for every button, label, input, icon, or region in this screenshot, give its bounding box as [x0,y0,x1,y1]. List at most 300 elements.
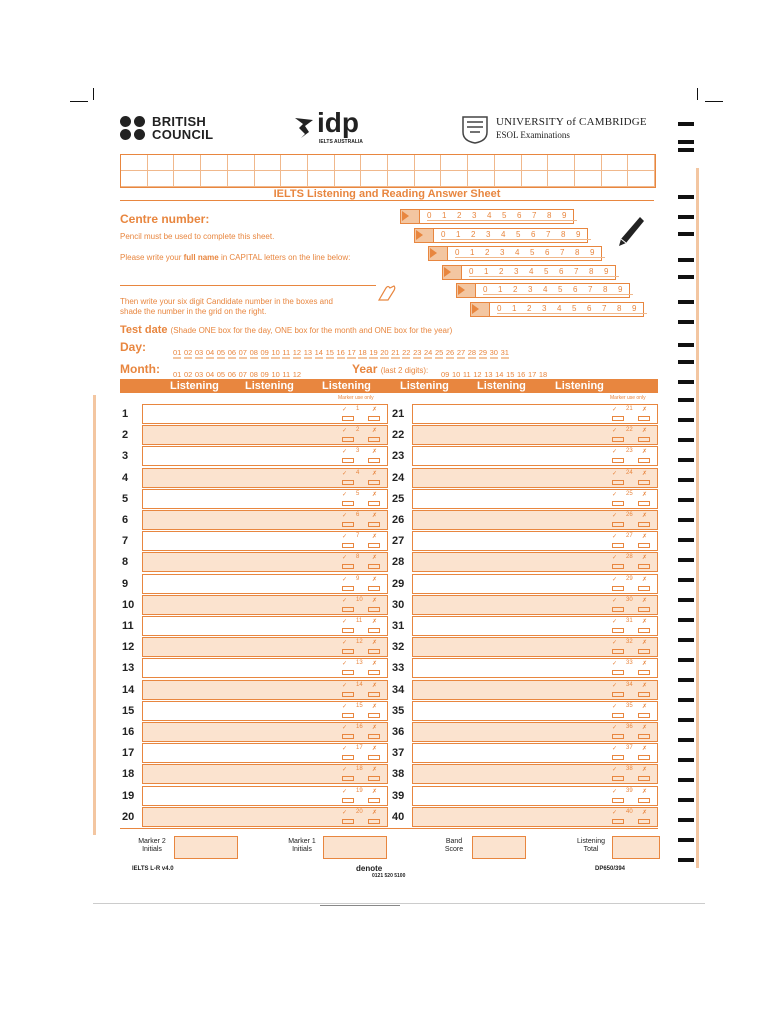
digit-option[interactable]: 3 [500,248,515,258]
cross-box[interactable] [368,776,380,781]
name-grid-cell[interactable] [228,171,255,187]
digit-option[interactable]: 9 [562,211,577,221]
name-grid-cell[interactable] [522,171,549,187]
digit-option[interactable]: 8 [617,304,632,314]
day-option[interactable]: 12 [292,348,302,357]
cross-box[interactable] [368,522,380,527]
tick-box[interactable] [612,692,624,697]
digit-option[interactable]: 9 [576,230,591,240]
cross-box[interactable] [638,480,650,485]
year-option[interactable]: 14 [495,370,504,379]
candidate-digit-strip[interactable] [428,246,602,261]
month-option[interactable]: 09 [260,370,269,379]
year-option[interactable]: 15 [506,370,515,379]
digit-option[interactable]: 1 [498,285,513,295]
cross-box[interactable] [368,713,380,718]
digit-option[interactable]: 5 [558,285,573,295]
digit-option[interactable]: 0 [455,248,470,258]
month-option[interactable]: 05 [216,370,226,379]
digit-option[interactable]: 4 [557,304,572,314]
day-option[interactable]: 18 [358,348,367,357]
marker-tick-cross[interactable] [336,489,384,509]
cross-box[interactable] [638,564,650,569]
name-grid-cell[interactable] [628,155,655,171]
pencil-note: Pencil must be used to complete this sheet. [120,232,275,241]
marker-tick-cross[interactable] [606,510,654,530]
digit-option[interactable]: 7 [546,230,561,240]
digit-option[interactable]: 3 [542,304,557,314]
day-option[interactable]: 09 [260,348,269,357]
cross-box[interactable] [368,819,380,824]
name-grid-cell[interactable] [335,155,362,171]
marker-tick-cross[interactable] [336,807,384,827]
year-option[interactable]: 18 [538,370,548,379]
name-grid-cell[interactable] [174,171,201,187]
digit-option[interactable]: 2 [485,248,500,258]
cross-icon: ✗ [372,407,378,413]
marker-tick-cross[interactable] [336,722,384,742]
marker-tick-cross[interactable] [606,552,654,572]
marker-tick-cross[interactable] [606,468,654,488]
day-option[interactable]: 21 [391,348,400,357]
tick-box[interactable] [612,670,624,675]
candidate-digit-strip[interactable] [400,209,574,224]
cross-box[interactable] [638,692,650,697]
name-grid-cell[interactable] [255,171,282,187]
name-grid-cell[interactable] [548,171,575,187]
digit-option[interactable]: 0 [483,285,498,295]
question-number: 5 [122,492,129,505]
digit-option[interactable]: 3 [528,285,543,295]
marker-tick-cross[interactable] [336,425,384,445]
cross-box[interactable] [368,607,380,612]
name-grid-cell[interactable] [361,171,388,187]
name-grid-cell[interactable] [468,155,495,171]
marker-tick-cross[interactable] [606,637,654,657]
full-name-line[interactable] [120,285,376,286]
tick-box[interactable] [342,564,354,569]
marker-tick-cross[interactable] [336,510,384,530]
digit-option[interactable]: 6 [517,211,532,221]
marker-tick-cross[interactable] [606,595,654,615]
marker-tick-cross[interactable] [336,446,384,466]
tick-box[interactable] [612,458,624,463]
day-option[interactable]: 17 [347,348,356,357]
year-option[interactable]: 11 [462,370,471,379]
tick-box[interactable] [342,798,354,803]
marker-tick-cross[interactable] [336,552,384,572]
marker-tick-cross[interactable] [606,680,654,700]
marker-tick-cross[interactable] [606,404,654,424]
marker-tick-cross[interactable] [606,701,654,721]
name-grid-cell[interactable] [602,155,629,171]
cross-box[interactable] [638,670,650,675]
digit-option[interactable]: 3 [514,267,529,277]
day-option[interactable]: 23 [413,348,422,357]
tick-box[interactable] [612,437,624,442]
day-option[interactable]: 14 [314,348,323,357]
day-option[interactable]: 04 [205,348,215,357]
name-grid-cell[interactable] [522,155,549,171]
name-grid[interactable] [120,154,656,188]
tick-box[interactable] [342,649,354,654]
candidate-digit-strip[interactable] [442,265,616,280]
day-option[interactable]: 01 [173,348,182,357]
name-grid-cell[interactable] [308,171,335,187]
digit-option[interactable]: 4 [515,248,530,258]
tick-box[interactable] [342,670,354,675]
year-option[interactable]: 12 [473,370,482,379]
digit-option[interactable]: 6 [531,230,546,240]
name-grid-cell[interactable] [388,155,415,171]
name-grid-cell[interactable] [335,171,362,187]
month-option[interactable]: 12 [292,370,302,379]
cross-box[interactable] [638,586,650,591]
tick-box[interactable] [612,543,624,548]
name-grid-cell[interactable] [228,155,255,171]
day-option[interactable]: 16 [336,348,345,357]
day-option[interactable]: 08 [249,348,258,357]
marker-tick-cross[interactable] [336,701,384,721]
day-option[interactable]: 11 [282,348,291,357]
digit-option[interactable]: 9 [618,285,633,295]
tick-box[interactable] [342,543,354,548]
digit-option[interactable]: 6 [587,304,602,314]
marker-tick-cross[interactable] [336,658,384,678]
name-grid-cell[interactable] [148,171,175,187]
cross-box[interactable] [368,670,380,675]
marker-tick-cross[interactable] [606,807,654,827]
year-option[interactable]: 17 [527,370,537,379]
name-grid-cell[interactable] [121,171,148,187]
cross-box[interactable] [368,458,380,463]
name-grid-cell[interactable] [361,155,388,171]
digit-option[interactable]: 5 [502,211,517,221]
cross-box[interactable] [638,501,650,506]
digit-option[interactable]: 0 [497,304,512,314]
name-grid-cell[interactable] [575,171,602,187]
digit-option[interactable]: 9 [632,304,647,314]
digit-option[interactable]: 4 [487,211,502,221]
marker2-initials-box[interactable] [174,836,238,859]
candidate-digit-strip[interactable] [414,228,588,243]
month-option[interactable]: 08 [249,370,258,379]
tick-box[interactable] [342,501,354,506]
digit-option[interactable]: 2 [457,211,472,221]
tick-box[interactable] [342,480,354,485]
month-option[interactable]: 01 [173,370,182,379]
month-option[interactable]: 11 [282,370,291,379]
digit-option[interactable]: 9 [590,248,605,258]
name-grid-cell[interactable] [415,155,442,171]
band-score-box[interactable] [472,836,526,859]
marker-tick-cross[interactable] [336,743,384,763]
name-grid-cell[interactable] [201,155,228,171]
name-grid-cell[interactable] [441,171,468,187]
digit-option[interactable]: 1 [442,211,457,221]
day-option[interactable]: 26 [445,348,455,357]
cross-box[interactable] [368,798,380,803]
cross-box[interactable] [638,543,650,548]
tick-box[interactable] [612,416,624,421]
cross-box[interactable] [638,437,650,442]
digit-options[interactable] [427,211,577,221]
digit-option[interactable]: 4 [529,267,544,277]
day-option[interactable]: 30 [489,348,498,357]
digit-option[interactable]: 8 [603,285,618,295]
digit-option[interactable]: 8 [561,230,576,240]
digit-options[interactable] [455,248,605,258]
name-grid-cell[interactable] [174,155,201,171]
year-option[interactable]: 13 [484,370,493,379]
cross-box[interactable] [368,692,380,697]
name-grid-cell[interactable] [388,171,415,187]
cross-box[interactable] [638,798,650,803]
marker-tick-cross[interactable] [336,764,384,784]
name-grid-cell[interactable] [441,155,468,171]
marker-tick-cross[interactable] [336,595,384,615]
digit-option[interactable]: 6 [573,285,588,295]
day-option[interactable]: 22 [402,348,411,357]
year-option[interactable]: 09 [441,370,450,379]
cross-box[interactable] [368,649,380,654]
digit-option[interactable]: 7 [560,248,575,258]
month-option[interactable]: 02 [183,370,193,379]
cross-box[interactable] [638,649,650,654]
month-label: Month: [120,362,160,376]
name-grid-cell[interactable] [548,155,575,171]
name-grid-cell[interactable] [495,155,522,171]
cross-box[interactable] [368,755,380,760]
tick-box[interactable] [342,713,354,718]
tick-box[interactable] [612,798,624,803]
digit-option[interactable]: 2 [471,230,486,240]
marker-tick-cross[interactable] [336,468,384,488]
marker-tick-cross[interactable] [606,786,654,806]
name-grid-cell[interactable] [602,171,629,187]
year-option[interactable]: 10 [451,370,461,379]
tick-box[interactable] [342,437,354,442]
digit-option[interactable]: 7 [532,211,547,221]
digit-option[interactable]: 9 [604,267,619,277]
marker-tick-cross[interactable] [606,531,654,551]
marker-tick-cross[interactable] [606,446,654,466]
tick-box[interactable] [342,776,354,781]
digit-option[interactable]: 1 [456,230,471,240]
digit-option[interactable]: 7 [574,267,589,277]
day-option[interactable]: 05 [216,348,226,357]
month-option[interactable]: 07 [238,370,247,379]
month-option[interactable]: 10 [271,370,280,379]
month-option[interactable]: 03 [194,370,204,379]
cross-box[interactable] [368,480,380,485]
tick-box[interactable] [612,734,624,739]
name-grid-cell[interactable] [308,155,335,171]
cross-box[interactable] [368,564,380,569]
name-grid-cell[interactable] [468,171,495,187]
tick-box[interactable] [612,713,624,718]
digit-options[interactable] [469,267,619,277]
tick-box[interactable] [612,755,624,760]
cross-box[interactable] [368,543,380,548]
day-option[interactable]: 15 [325,348,334,357]
name-grid-cell[interactable] [201,171,228,187]
digit-options[interactable] [483,285,633,295]
day-option[interactable]: 27 [456,348,466,357]
cross-box[interactable] [368,501,380,506]
day-option[interactable]: 10 [271,348,280,357]
tick-box[interactable] [612,501,624,506]
cross-box[interactable] [638,607,650,612]
digit-option[interactable]: 2 [499,267,514,277]
name-grid-cell[interactable] [628,171,655,187]
tick-box[interactable] [342,734,354,739]
question-number: 6 [122,514,129,526]
digit-option[interactable]: 3 [486,230,501,240]
marker-tick-cross[interactable] [336,404,384,424]
day-options[interactable] [173,342,613,360]
tick-box[interactable] [342,819,354,824]
listening-total-box[interactable] [612,836,660,859]
digit-option[interactable]: 0 [441,230,456,240]
digit-option[interactable]: 2 [513,285,528,295]
marker1-initials-box[interactable] [323,836,387,859]
name-grid-cell[interactable] [415,171,442,187]
tick-box[interactable] [612,628,624,633]
marker-tick-cross[interactable] [606,764,654,784]
candidate-digit-strip[interactable] [456,283,630,298]
day-option[interactable]: 19 [369,348,378,357]
digit-option[interactable]: 0 [469,267,484,277]
day-option[interactable]: 25 [434,348,444,357]
marker-tick-cross[interactable] [606,425,654,445]
name-grid-cell[interactable] [148,155,175,171]
marker-tick-cross[interactable] [606,489,654,509]
digit-option[interactable]: 4 [501,230,516,240]
tick-box[interactable] [612,607,624,612]
tick-box[interactable] [342,755,354,760]
digit-option[interactable]: 0 [427,211,442,221]
digit-option[interactable]: 6 [545,248,560,258]
cross-box[interactable] [638,458,650,463]
marker-tick-cross[interactable] [336,680,384,700]
year-option[interactable]: 16 [517,370,526,379]
name-grid-cell[interactable] [575,155,602,171]
digit-option[interactable]: 1 [512,304,527,314]
tick-box[interactable] [342,458,354,463]
digit-option[interactable]: 1 [470,248,485,258]
footer-divider [120,828,658,829]
tick-box[interactable] [612,776,624,781]
marker-tick-cross[interactable] [336,786,384,806]
digit-options[interactable] [497,304,647,314]
cross-box[interactable] [638,416,650,421]
candidate-digit-strip[interactable] [470,302,644,317]
name-grid-cell[interactable] [121,155,148,171]
marker-tick-cross[interactable] [606,616,654,636]
tick-box[interactable] [342,586,354,591]
tick-box[interactable] [612,649,624,654]
cross-box[interactable] [368,416,380,421]
tick-box[interactable] [612,522,624,527]
marker-tick-cross[interactable] [336,637,384,657]
tick-box[interactable] [342,416,354,421]
day-option[interactable]: 03 [194,348,204,357]
cross-box[interactable] [638,522,650,527]
marker-tick-cross[interactable] [606,722,654,742]
day-option[interactable]: 13 [303,348,313,357]
day-option[interactable]: 24 [424,348,433,357]
day-option[interactable]: 02 [183,348,193,357]
marker-tick-cross[interactable] [336,616,384,636]
cross-box[interactable] [638,755,650,760]
cross-box[interactable] [368,586,380,591]
tick-box[interactable] [342,607,354,612]
digit-option[interactable]: 3 [472,211,487,221]
digit-option[interactable]: 5 [572,304,587,314]
digit-option[interactable]: 7 [602,304,617,314]
digit-option[interactable]: 7 [588,285,603,295]
name-grid-cell[interactable] [281,155,308,171]
day-option[interactable]: 06 [227,348,237,357]
name-grid-cell[interactable] [495,171,522,187]
digit-option[interactable]: 4 [543,285,558,295]
day-option[interactable]: 31 [500,348,509,357]
cross-icon: ✗ [372,640,378,647]
digit-option[interactable]: 6 [559,267,574,277]
cross-box[interactable] [638,776,650,781]
digit-option[interactable]: 8 [575,248,590,258]
tick-box[interactable] [342,628,354,633]
marker-tick-cross[interactable] [336,574,384,594]
cross-box[interactable] [368,628,380,633]
name-grid-cell[interactable] [281,171,308,187]
day-option[interactable]: 29 [478,348,488,357]
marker-tick-cross[interactable] [606,743,654,763]
month-option[interactable]: 06 [227,370,237,379]
marker-tick-cross[interactable] [606,658,654,678]
digit-option[interactable]: 5 [530,248,545,258]
digit-option[interactable]: 5 [544,267,559,277]
cross-box[interactable] [638,628,650,633]
month-option[interactable]: 04 [205,370,215,379]
marker-tick-cross[interactable] [336,531,384,551]
tick-box[interactable] [612,586,624,591]
cross-box[interactable] [638,734,650,739]
digit-option[interactable]: 1 [484,267,499,277]
tick-box[interactable] [342,692,354,697]
digit-option[interactable]: 5 [516,230,531,240]
digit-option[interactable]: 8 [589,267,604,277]
tick-box[interactable] [612,819,624,824]
tick-icon: ✓ [612,491,618,498]
day-option[interactable]: 07 [238,348,247,357]
day-option[interactable]: 28 [467,348,477,357]
digit-option[interactable]: 2 [527,304,542,314]
tick-box[interactable] [612,564,624,569]
cross-box[interactable] [368,437,380,442]
tick-box[interactable] [612,480,624,485]
name-grid-cell[interactable] [255,155,282,171]
cross-box[interactable] [368,734,380,739]
digit-option[interactable]: 8 [547,211,562,221]
marker-tick-cross[interactable] [606,574,654,594]
day-option[interactable]: 20 [380,348,389,357]
digit-options[interactable] [441,230,591,240]
cross-box[interactable] [638,819,650,824]
tick-box[interactable] [342,522,354,527]
cross-box[interactable] [638,713,650,718]
